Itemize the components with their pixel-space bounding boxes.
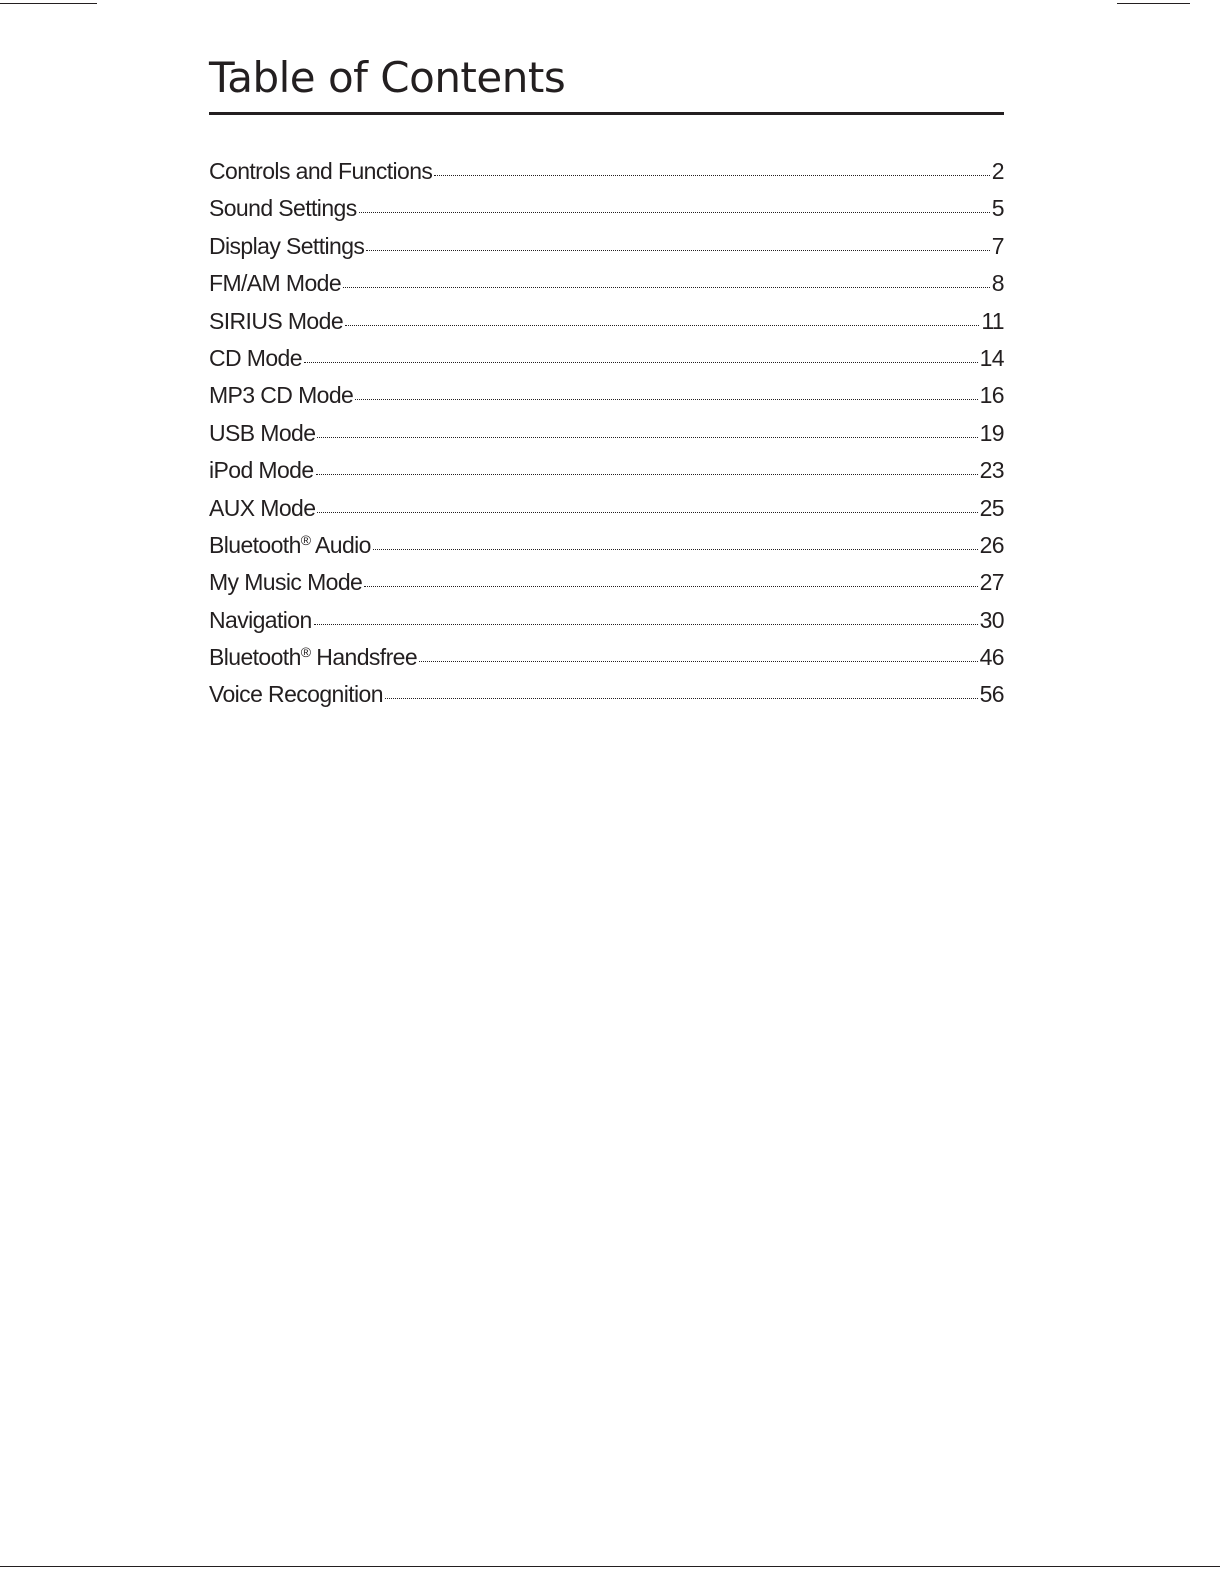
dot-leader [385,698,978,699]
page-title: Table of Contents [209,53,566,102]
toc-entry-title-suffix: Handsfree [310,644,418,671]
toc-entry[interactable] [209,607,1004,644]
toc-entry-title: CD Mode [209,344,302,371]
toc-entry[interactable] [209,158,1004,195]
toc-entry-title [209,644,417,671]
toc-entry-page: 23 [979,457,1004,484]
dot-leader [316,474,978,475]
toc-entry[interactable] [209,569,1004,606]
dot-leader [359,212,990,213]
toc-entry-page: 8 [991,270,1004,297]
crop-mark-left [0,3,97,4]
registered-mark: ® [300,644,311,661]
toc-entry-page: 30 [979,606,1004,633]
title-rule [209,112,1004,115]
toc-entry-page: 11 [981,307,1004,334]
toc-entry[interactable] [209,681,1004,718]
toc-entry-title: Sound Settings [209,195,357,222]
bottom-rule [0,1566,1220,1567]
toc-entry-title-main: Bluetooth [209,644,301,671]
toc-entry-title [209,532,371,559]
dot-leader [314,624,978,625]
toc-entry[interactable] [209,382,1004,419]
registered-mark: ® [300,531,311,548]
toc-entry-page: 27 [979,569,1004,596]
toc-entry-title: Controls and Functions [209,158,433,184]
toc-entry-title: AUX Mode [209,494,316,521]
toc-entry-title-main: Bluetooth [209,531,301,558]
toc-entry[interactable] [209,420,1004,457]
toc-entry[interactable] [209,345,1004,382]
dot-leader [345,325,979,326]
toc-entry-page: 16 [979,382,1004,409]
toc-entry-page: 26 [979,531,1004,558]
toc-entry-title-suffix: Audio [310,531,371,558]
dot-leader [419,661,978,662]
dot-leader [304,362,978,363]
dot-leader [366,250,989,251]
toc-entry-title: SIRIUS Mode [209,307,344,334]
toc-entry[interactable] [209,644,1004,681]
toc-entry-page: 25 [979,494,1004,521]
toc-entry-title: Display Settings [209,232,365,259]
toc-entry-title: USB Mode [209,419,316,446]
toc-entry-title: Navigation [209,606,312,633]
toc-entry-title: FM/AM Mode [209,270,342,297]
toc-entry[interactable] [209,233,1004,270]
toc-entry-page: 14 [979,344,1004,371]
dot-leader [355,399,977,400]
table-of-contents [209,158,1004,719]
toc-entry[interactable] [209,532,1004,569]
dot-leader [373,549,978,550]
toc-entry[interactable] [209,457,1004,494]
dot-leader [317,512,977,513]
dot-leader [364,586,977,587]
toc-entry[interactable] [209,195,1004,232]
toc-entry[interactable] [209,308,1004,345]
toc-entry-page: 7 [991,232,1004,259]
toc-entry-page: 46 [979,644,1004,671]
toc-entry-page: 2 [991,158,1004,184]
toc-entry-title: iPod Mode [209,457,314,484]
dot-leader [317,437,977,438]
crop-mark-right [1117,3,1190,4]
toc-entry[interactable] [209,270,1004,307]
toc-entry-title: MP3 CD Mode [209,382,354,409]
toc-entry[interactable] [209,495,1004,532]
toc-entry-title: Voice Recognition [209,681,383,708]
dot-leader [434,175,989,176]
toc-entry-page: 5 [991,195,1004,222]
toc-entry-page: 56 [979,681,1004,708]
dot-leader [343,287,990,288]
toc-entry-title: My Music Mode [209,569,363,596]
toc-entry-page: 19 [979,419,1004,446]
